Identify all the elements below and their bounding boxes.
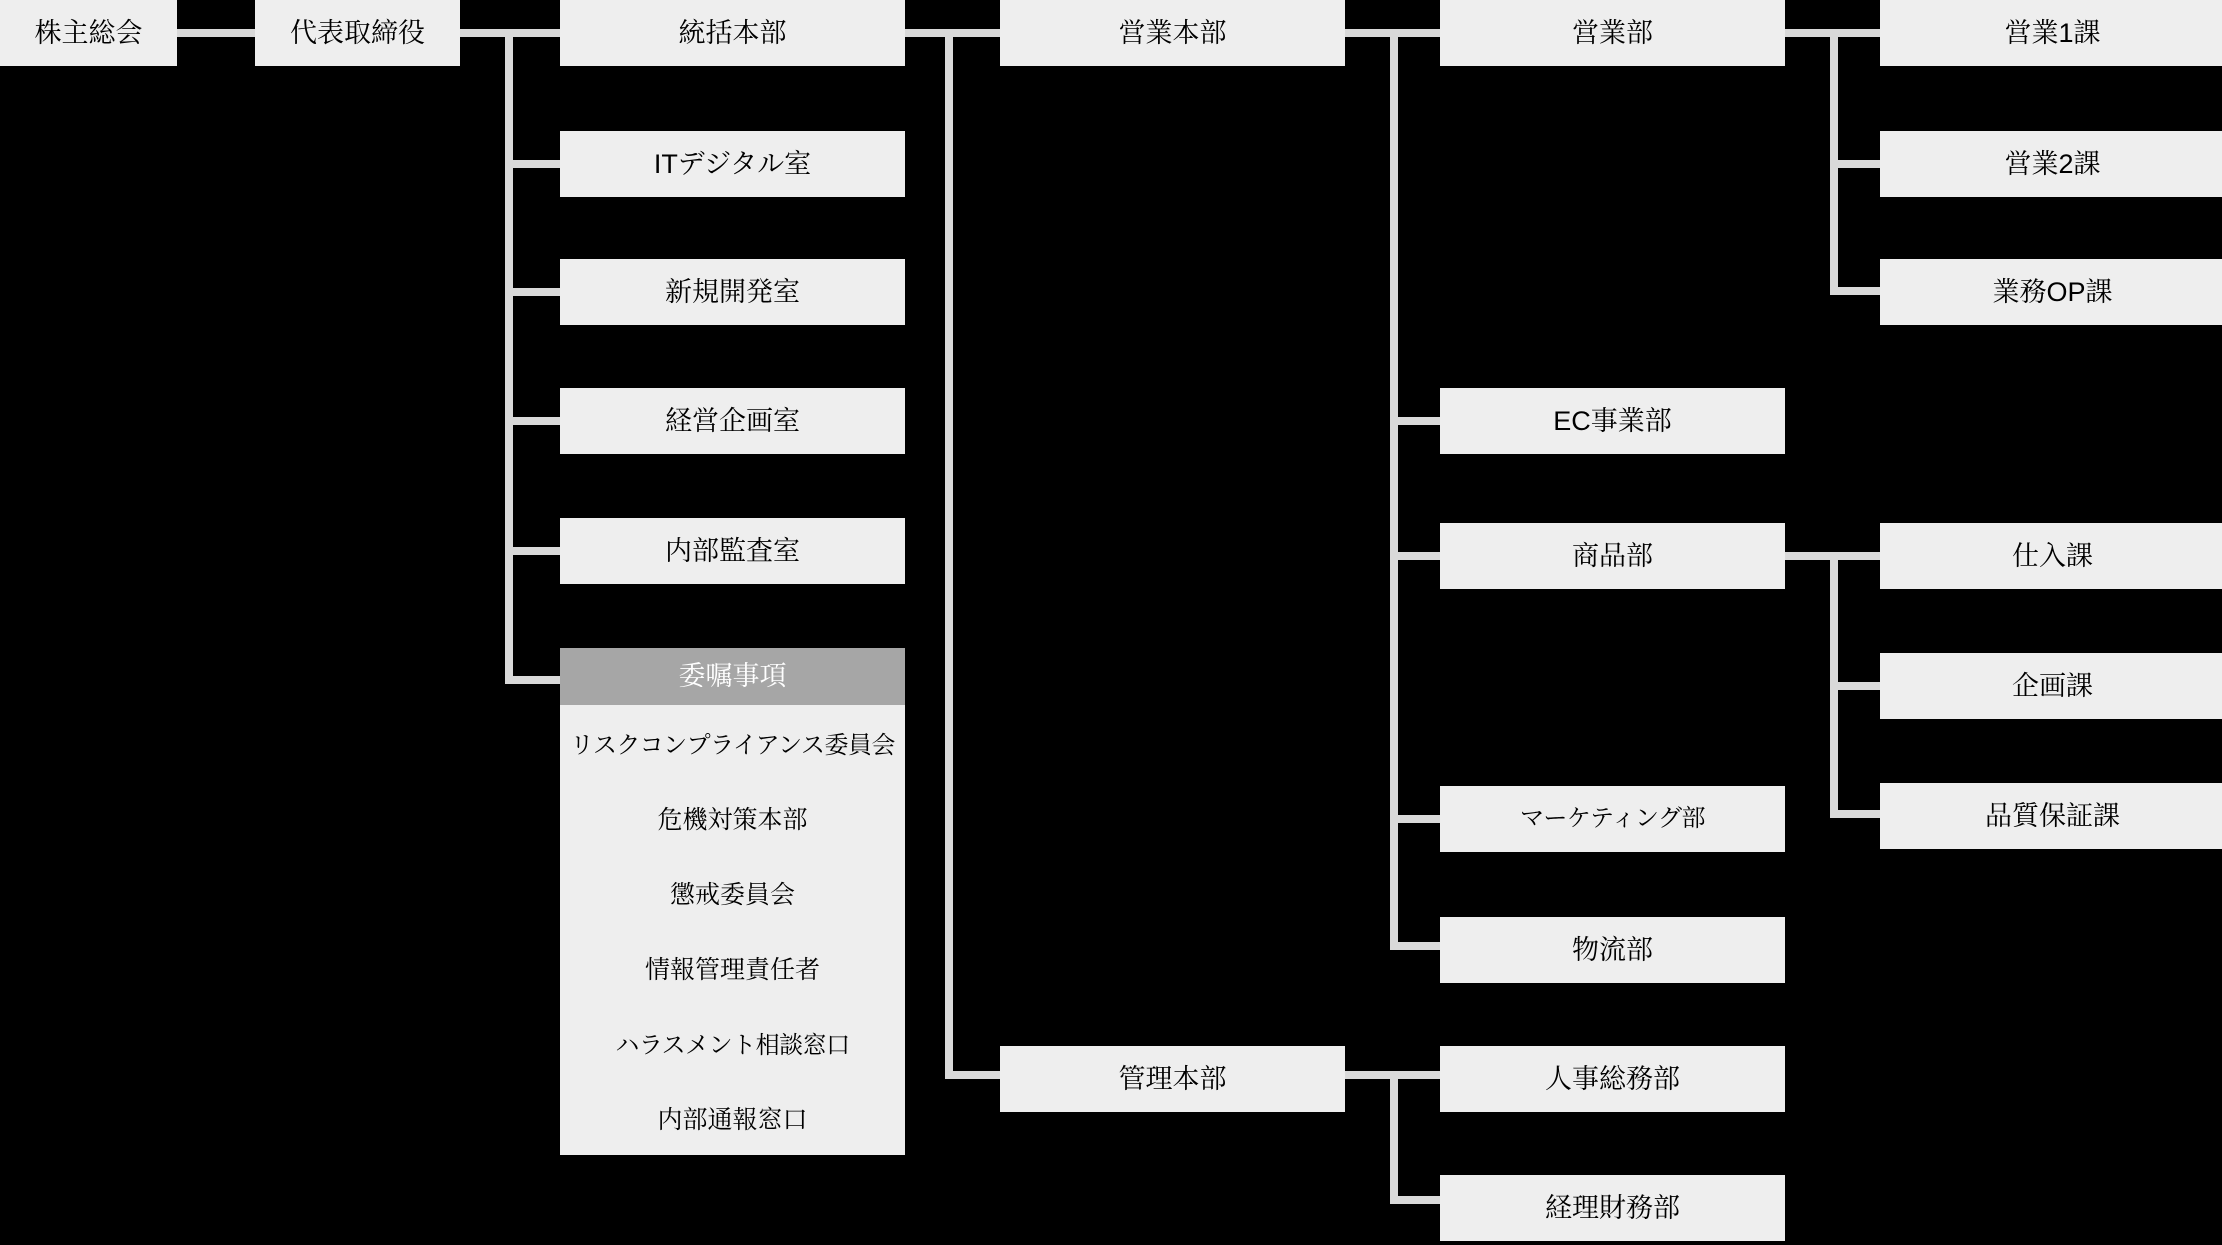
org-node-n9[interactable]: 営業部	[1440, 0, 1785, 66]
connector-line	[505, 288, 560, 296]
commission-item: 懲戒委員会	[669, 880, 795, 909]
org-node-n4[interactable]: 新規開発室	[560, 259, 905, 325]
org-node-n14[interactable]: 人事総務部	[1440, 1046, 1785, 1112]
connector-line	[945, 29, 953, 1079]
connector-line	[1830, 287, 1880, 295]
org-node-n12[interactable]: マーケティング部	[1440, 786, 1785, 852]
org-node-n10[interactable]: EC事業部	[1440, 388, 1785, 454]
org-node-n2[interactable]: 統括本部	[560, 0, 905, 66]
connector-line	[505, 547, 560, 555]
connector-line	[945, 1071, 1000, 1079]
org-node-n15[interactable]: 経理財務部	[1440, 1175, 1785, 1241]
commission-item: 危機対策本部	[657, 805, 808, 834]
org-node-n18[interactable]: 業務OP課	[1880, 259, 2222, 325]
commission-item: 情報管理責任者	[644, 955, 820, 984]
connector-line	[1390, 552, 1440, 560]
connector-line	[1390, 942, 1440, 950]
connector-line	[1830, 160, 1880, 168]
connector-line	[1390, 1196, 1440, 1204]
connector-line	[1390, 417, 1440, 425]
commission-item: ハラスメント相談窓口	[615, 1032, 850, 1059]
connector-line	[505, 417, 560, 425]
connector-line	[505, 29, 513, 684]
connector-line	[505, 160, 560, 168]
connector-line	[1830, 810, 1880, 818]
commission-item: リスクコンプライアンス委員会	[570, 732, 895, 759]
org-node-n11[interactable]: 商品部	[1440, 523, 1785, 589]
org-node-n21[interactable]: 品質保証課	[1880, 783, 2222, 849]
org-node-n1[interactable]: 代表取締役	[255, 0, 460, 66]
connector-line	[505, 676, 560, 684]
org-node-n0[interactable]: 株主総会	[0, 0, 177, 66]
connector-line	[1390, 1071, 1398, 1204]
org-node-n3[interactable]: ITデジタル室	[560, 131, 905, 197]
connector-line	[1390, 815, 1440, 823]
connector-line	[177, 29, 255, 37]
commission-item: 内部通報窓口	[657, 1105, 808, 1134]
org-node-n20[interactable]: 企画課	[1880, 653, 2222, 719]
org-node-n17[interactable]: 営業2課	[1880, 131, 2222, 197]
org-node-n8[interactable]: 管理本部	[1000, 1046, 1345, 1112]
connector-line	[1390, 29, 1398, 950]
org-node-n7[interactable]: 営業本部	[1000, 0, 1345, 66]
commission-panel-header: 委嘱事項	[560, 648, 905, 705]
org-node-n6[interactable]: 内部監査室	[560, 518, 905, 584]
org-node-n13[interactable]: 物流部	[1440, 917, 1785, 983]
connector-line	[1830, 682, 1880, 690]
org-node-n5[interactable]: 経営企画室	[560, 388, 905, 454]
org-node-n16[interactable]: 営業1課	[1880, 0, 2222, 66]
org-node-n19[interactable]: 仕入課	[1880, 523, 2222, 589]
